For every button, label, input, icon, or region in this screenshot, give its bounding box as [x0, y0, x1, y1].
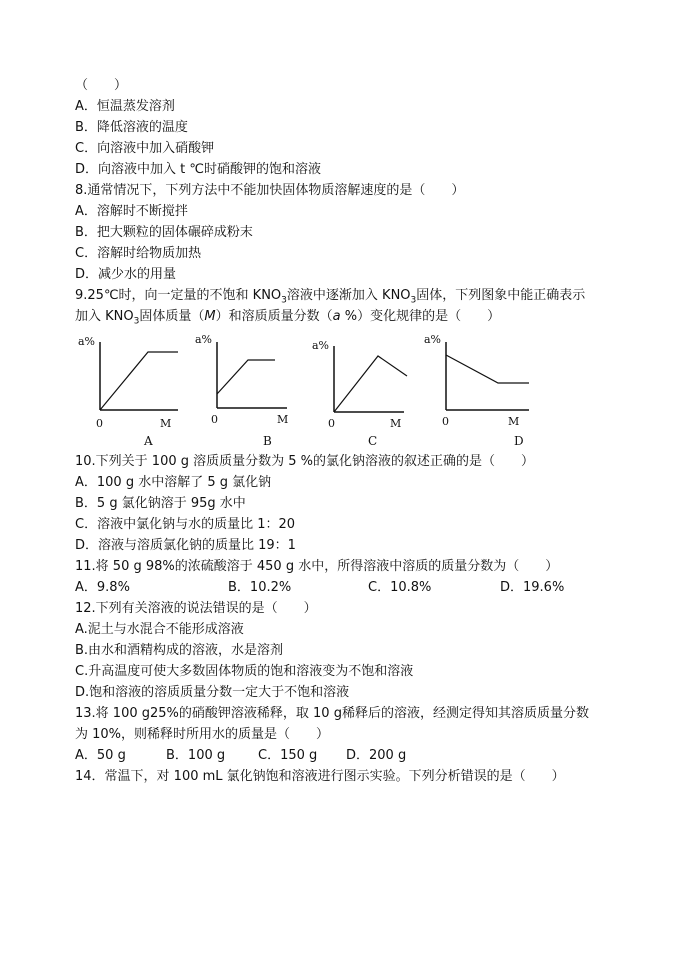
q11-option-b: B．10.2%	[228, 580, 292, 595]
q12-option-d: D.饱和溶液的溶质质量分数一定大于不饱和溶液	[75, 685, 350, 700]
graph-b-title: B	[263, 434, 272, 448]
q14-stem: 14．常温下，对 100 mL 氯化钠饱和溶液进行图示实验。下列分析错误的是（ ）	[75, 769, 565, 784]
graph-c-y-label: a%	[312, 339, 330, 352]
q10-option-b: B．5 g 氯化钠溶于 95g 水中	[75, 496, 246, 511]
q9-stem-line2: 加入 $KNO_3$固体质量（M）和溶质质量分数（a %）变化规律的是（ ）	[75, 309, 501, 327]
q7-bracket: （ ）	[75, 78, 128, 93]
graph-d	[424, 330, 544, 450]
graph-a	[78, 330, 198, 450]
graph-a-title: A	[144, 434, 153, 448]
graph-a-plot	[78, 330, 198, 420]
graph-c-origin: 0	[328, 417, 335, 430]
q7-option-a: A．恒温蒸发溶剂	[75, 99, 175, 114]
q7-option-c: C．向溶液中加入硝酸钾	[75, 141, 215, 156]
q7-option-d: D．向溶液中加入 t ℃时硝酸钾的饱和溶液	[75, 162, 321, 177]
q13-option-c: C．150 g	[258, 748, 318, 763]
q11-option-d: D．19.6%	[500, 580, 565, 595]
graph-b-curve	[217, 360, 275, 394]
graph-c-title: C	[368, 434, 378, 448]
graph-a-origin: 0	[96, 417, 103, 430]
graph-b	[195, 330, 315, 450]
q10-option-d: D．溶液与溶质氯化钠的质量比 19：1	[75, 538, 296, 553]
q13-option-a: A．50 g	[75, 748, 126, 763]
q13-option-b: B．100 g	[166, 748, 226, 763]
graph-c	[312, 334, 432, 454]
q12-option-a: A.泥土与水混合不能形成溶液	[75, 622, 244, 637]
graph-c-x-label: M	[390, 417, 402, 430]
graph-d-x-label: M	[508, 415, 520, 428]
graph-d-y-label: a%	[424, 333, 442, 346]
q12-option-c: C.升高温度可使大多数固体物质的饱和溶液变为不饱和溶液	[75, 664, 414, 679]
graph-b-origin: 0	[211, 413, 218, 426]
graph-b-y-label: a%	[195, 333, 213, 346]
q13-option-d: D．200 g	[346, 748, 407, 763]
q8-option-d: D．减少水的用量	[75, 267, 177, 282]
q8-option-a: A．溶解时不断搅拌	[75, 204, 188, 219]
q13-stem-line2: 为 10%，则稀释时所用水的质量是（ ）	[75, 727, 330, 742]
q11-stem: 11.将 50 g 98%的浓硫酸溶于 450 g 水中，所得溶液中溶质的质量分数为（ ）	[75, 559, 559, 574]
q9-stem-line1: 9.25℃时，向一定量的不饱和 $KNO_3$溶液中逐渐加入 $KNO_3$固体，下列图象中能正确表示	[75, 288, 586, 306]
q11-option-c: C．10.8%	[368, 580, 432, 595]
q10-option-a: A．100 g 水中溶解了 5 g 氯化钠	[75, 475, 272, 490]
graph-c-plot	[312, 334, 432, 424]
graph-a-curve	[100, 352, 178, 410]
graph-a-x-label: M	[160, 417, 172, 430]
q8-option-c: C．溶解时给物质加热	[75, 246, 202, 261]
q8-stem: 8.通常情况下，下列方法中不能加快固体物质溶解速度的是（ ）	[75, 183, 465, 198]
graph-c-curve	[334, 356, 407, 412]
q8-option-b: B．把大颗粒的固体碾碎成粉末	[75, 225, 253, 240]
graph-a-y-label: a%	[78, 335, 96, 348]
graph-d-origin: 0	[442, 415, 449, 428]
graph-b-x-label: M	[277, 413, 289, 426]
q10-stem: 10.下列关于 100 g 溶质质量分数为 5 %的氯化钠溶液的叙述正确的是（ ）	[75, 454, 535, 469]
q11-option-a: A．9.8%	[75, 580, 130, 595]
graph-d-curve	[446, 355, 529, 383]
q13-stem-line1: 13.将 100 g25%的硝酸钾溶液稀释，取 10 g稀释后的溶液，经测定得知其溶质质量分数	[75, 706, 589, 721]
graph-b-plot	[195, 330, 315, 420]
graph-d-title: D	[514, 434, 524, 448]
graph-d-plot	[424, 330, 544, 420]
q7-option-b: B．降低溶液的温度	[75, 120, 188, 135]
q12-stem: 12.下列有关溶液的说法错误的是（ ）	[75, 601, 317, 616]
q12-option-b: B.由水和酒精构成的溶液，水是溶剂	[75, 643, 284, 658]
q10-option-c: C．溶液中氯化钠与水的质量比 1：20	[75, 517, 296, 532]
